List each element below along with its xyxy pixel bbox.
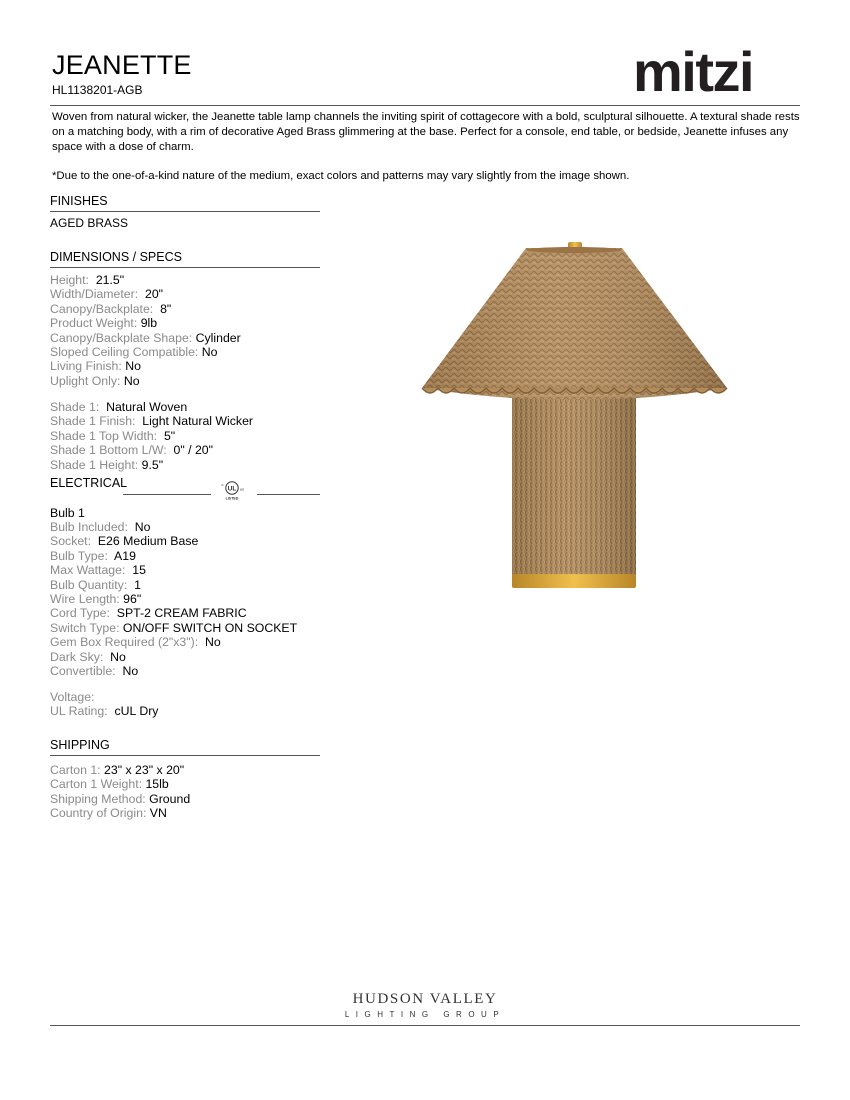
finishes-heading: FINISHES	[50, 194, 320, 212]
spec-row: Voltage:	[50, 690, 95, 704]
spec-row: Width/Diameter: 20"	[50, 287, 164, 302]
electrical-heading: ELECTRICAL	[50, 476, 128, 490]
footer-divider	[50, 1025, 800, 1026]
spec-row: UL Rating: cUL Dry	[50, 704, 159, 719]
spec-row: Shade 1 Top Width: 5"	[50, 428, 176, 443]
spec-row: Dark Sky: No	[50, 649, 126, 664]
spec-row: Bulb Type: A19	[50, 548, 136, 563]
spec-row: Product Weight: 9lb	[50, 316, 158, 331]
product-sku: HL1138201-AGB	[52, 83, 143, 97]
spec-row: Country of Origin: VN	[50, 806, 167, 821]
product-image	[420, 240, 730, 590]
spec-row: Switch Type: ON/OFF SWITCH ON SOCKET	[50, 620, 298, 635]
spec-row: Bulb Included: No	[50, 520, 151, 534]
disclaimer-note: *Due to the one-of-a-kind nature of the medium, exact colors and patterns may vary slightly from the image shown.	[52, 170, 630, 182]
spec-row: Shade 1 Finish: Light Natural Wicker	[50, 414, 254, 429]
dimensions-heading: DIMENSIONS / SPECS	[50, 250, 320, 268]
product-description: Woven from natural wicker, the Jeanette table lamp channels the inviting spirit of cottagecore with a bold, sculptural silhouette. A textural shade rests on a matching body, with a rim of decorative Aged Brass glimmering at the base. Perfect for a console, end table, or bedside, Jeanette infuses any space with a dose of charm.	[52, 111, 800, 153]
electrical-rating-list	[50, 690, 158, 719]
spec-row: Height: 21.5"	[50, 273, 125, 287]
svg-text:LISTED: LISTED	[225, 496, 239, 501]
spec-row: Convertible: No	[50, 664, 139, 679]
electrical-divider-right	[257, 494, 320, 495]
spec-row: Bulb Quantity: 1	[50, 577, 141, 592]
shipping-list	[50, 763, 190, 821]
brand-logo: mitzi	[633, 40, 754, 103]
spec-row: Carton 1 Weight: 15lb	[50, 777, 169, 792]
spec-row: Shade 1: Natural Woven	[50, 400, 188, 414]
spec-row: Carton 1: 23" x 23" x 20"	[50, 763, 185, 777]
svg-text:us: us	[239, 486, 245, 492]
spec-row: Wire Length: 96"	[50, 592, 142, 607]
svg-text:UL: UL	[227, 485, 237, 493]
svg-text:c: c	[221, 482, 224, 487]
hudson-valley-logo	[300, 991, 550, 1019]
spec-row: Cord Type: SPT-2 CREAM FABRIC	[50, 606, 247, 621]
spec-row: Shade 1 Height: 9.5"	[50, 457, 164, 472]
product-title: JEANETTE	[52, 50, 192, 80]
ul-listed-logo	[217, 480, 247, 502]
spec-row: Gem Box Required (2"x3"): No	[50, 635, 221, 650]
spec-row: Uplight Only: No	[50, 373, 140, 388]
spec-row: Shipping Method: Ground	[50, 791, 191, 806]
spec-row: Socket: E26 Medium Base	[50, 534, 199, 549]
spec-row: Living Finish: No	[50, 359, 141, 374]
spec-row: Shade 1 Bottom L/W: 0" / 20"	[50, 443, 214, 458]
finish-value: AGED BRASS	[50, 216, 129, 230]
spec-row: Sloped Ceiling Compatible: No	[50, 345, 218, 360]
spec-row: Max Wattage: 15	[50, 563, 146, 578]
electrical-divider-left	[123, 494, 211, 495]
shade-list	[50, 400, 253, 472]
electrical-list	[50, 520, 297, 678]
footer-logo-main: HUDSON VALLEY	[352, 991, 498, 1007]
bulb-heading: Bulb 1	[50, 506, 85, 520]
spec-row: Canopy/Backplate: 8"	[50, 301, 172, 316]
spec-row: Canopy/Backplate Shape: Cylinder	[50, 330, 241, 345]
dimensions-list	[50, 273, 241, 388]
footer-logo-sub: LIGHTING GROUP	[344, 1010, 506, 1019]
shipping-heading: SHIPPING	[50, 738, 320, 756]
header-divider	[50, 105, 800, 106]
